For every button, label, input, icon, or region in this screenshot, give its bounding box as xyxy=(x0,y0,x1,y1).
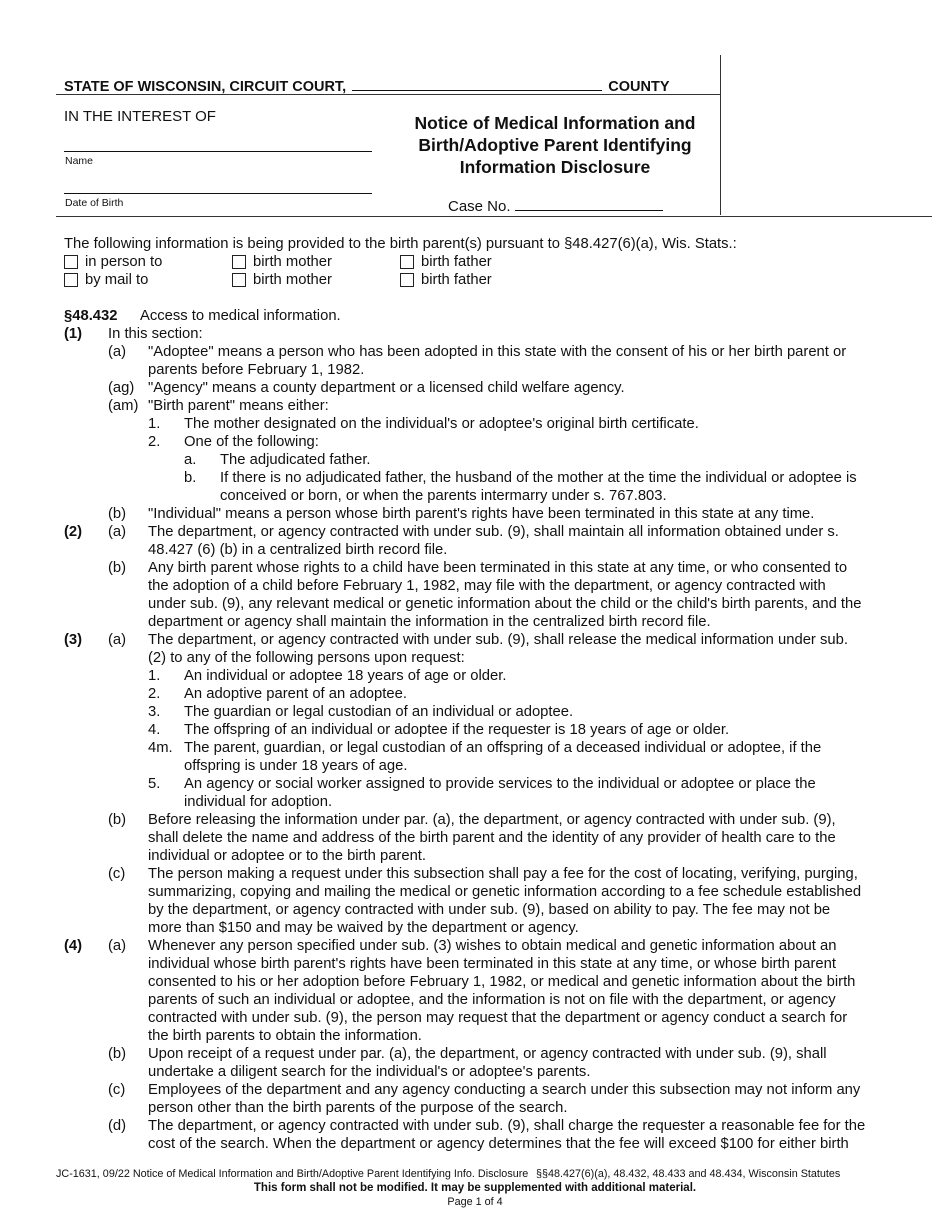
text-segment: An individual or adoptee 18 years of age or older. xyxy=(184,668,507,684)
text-segment: The department, or agency contracted with under sub. (9), shall release the medical information under sub. xyxy=(148,632,848,648)
text-line xyxy=(0,847,950,865)
checkbox-option[interactable] xyxy=(64,272,148,288)
text-segment: (a) xyxy=(108,938,127,954)
text-segment: "Agency" means a county department or a licensed child welfare agency. xyxy=(148,380,625,396)
text-line xyxy=(0,1099,950,1117)
text-line xyxy=(0,379,950,397)
text-line xyxy=(0,775,950,793)
text-segment: undertake a diligent search for the individual's or adoptee's parents. xyxy=(148,1064,591,1080)
text-line xyxy=(0,721,950,739)
section-number: §48.432 xyxy=(64,308,118,324)
text-segment: (c) xyxy=(108,1082,126,1098)
text-segment: The guardian or legal custodian of an individual or adoptee. xyxy=(184,704,574,720)
text-segment: An agency or social worker assigned to provide services to the individual or adoptee or place the xyxy=(184,776,816,792)
checkbox-option[interactable] xyxy=(400,272,492,288)
section-number: (1) xyxy=(64,326,83,342)
text-segment: In this section: xyxy=(108,326,203,342)
text-segment: department or agency shall maintain the information in the centralized birth record file. xyxy=(148,614,711,630)
court-prefix: STATE OF WISCONSIN, CIRCUIT COURT, xyxy=(64,79,347,95)
text-segment: The adjudicated father. xyxy=(220,452,371,468)
text-line xyxy=(0,433,950,451)
checkbox[interactable] xyxy=(400,255,414,269)
text-line xyxy=(0,541,950,559)
text-segment: person other than the birth parents of the purpose of the search. xyxy=(148,1100,568,1116)
text-segment: a. xyxy=(184,452,197,468)
checkbox-label: birth father xyxy=(421,254,492,270)
text-segment: shall delete the name and address of the birth parent and the identity of any provider of health care to the xyxy=(148,830,836,846)
text-line xyxy=(0,613,950,631)
checkbox-option[interactable] xyxy=(232,254,332,270)
text-segment: under sub. (9), any relevant medical or genetic information about the child or the child's birth parents, and the xyxy=(148,596,862,612)
text-segment: the adoption of a child before February 1, 1982, may file with the department, or agency contracted with xyxy=(148,578,826,594)
text-segment: (a) xyxy=(108,632,127,648)
text-segment: "Adoptee" means a person who has been adopted in this state with the consent of his or her birth parent or xyxy=(148,344,847,360)
text-segment: cost of the search. When the department or agency determines that the fee will exceed $100 for either birth xyxy=(148,1136,849,1152)
form-title-line: Notice of Medical Information and xyxy=(414,113,696,133)
text-segment: (ag) xyxy=(108,380,135,396)
text-line xyxy=(0,757,950,775)
text-line xyxy=(0,793,950,811)
text-segment: If there is no adjudicated father, the husband of the mother at the time the individual or adoptee is xyxy=(220,470,857,486)
checkbox-row xyxy=(64,254,664,272)
text-line xyxy=(0,703,950,721)
text-line xyxy=(0,361,950,379)
text-line xyxy=(0,1117,950,1135)
text-line xyxy=(0,397,950,415)
text-line xyxy=(0,577,950,595)
name-field[interactable] xyxy=(64,151,372,152)
text-line xyxy=(0,991,950,1009)
text-segment: the birth parents to obtain the information. xyxy=(148,1028,422,1044)
footer-notice: This form shall not be modified. It may be supplemented with additional material. xyxy=(253,1182,697,1194)
text-segment: individual whose birth parent's rights have been terminated in this state at any time, or whose birth parent xyxy=(148,956,836,972)
text-segment: (b) xyxy=(108,560,127,576)
date-of-birth-field[interactable] xyxy=(64,193,372,194)
text-line xyxy=(0,469,950,487)
header-divider-bottom xyxy=(56,216,932,217)
text-segment: 1. xyxy=(148,668,161,684)
text-line xyxy=(0,1009,950,1027)
text-segment: Access to medical information. xyxy=(140,308,341,324)
footer-statutes: §§48.427(6)(a), 48.432, 48.433 and 48.434, Wisconsin Statutes xyxy=(536,1168,841,1180)
checkbox-row xyxy=(64,272,664,290)
text-line xyxy=(0,1045,950,1063)
text-segment: b. xyxy=(184,470,197,486)
text-line xyxy=(0,451,950,469)
section-number: (4) xyxy=(64,938,83,954)
checkbox-label: birth mother xyxy=(253,254,332,270)
case-number-label: Case No. xyxy=(448,198,511,215)
checkbox-label: by mail to xyxy=(85,272,149,288)
text-segment: (b) xyxy=(108,506,127,522)
case-number xyxy=(448,197,663,215)
form-title-line: Information Disclosure xyxy=(459,157,651,177)
text-line xyxy=(0,829,950,847)
text-line xyxy=(0,865,950,883)
checkbox[interactable] xyxy=(400,273,414,287)
checkbox[interactable] xyxy=(64,273,78,287)
text-line xyxy=(0,955,950,973)
text-line xyxy=(0,919,950,937)
text-segment: summarizing, copying and mailing the medical or genetic information according to a fee schedule established xyxy=(148,884,862,900)
text-segment: The person making a request under this subsection shall pay a fee for the cost of locating, verifying, purging, xyxy=(148,866,858,882)
name-label: Name xyxy=(65,155,94,167)
text-segment: individual for adoption. xyxy=(184,794,333,810)
text-segment: One of the following: xyxy=(184,434,319,450)
text-line xyxy=(0,559,950,577)
text-segment: Before releasing the information under par. (a), the department, or agency contracted with under sub. (9), xyxy=(148,812,836,828)
text-segment: (am) xyxy=(108,398,139,414)
text-line xyxy=(0,523,950,541)
text-segment: parents before February 1, 1982. xyxy=(148,362,365,378)
checkbox-option[interactable] xyxy=(400,254,492,270)
text-line xyxy=(0,883,950,901)
text-line xyxy=(0,685,950,703)
text-segment: The parent, guardian, or legal custodian of an offspring of a deceased individual or adoptee, if the xyxy=(184,740,822,756)
text-segment: The department, or agency contracted with under sub. (9), shall maintain all information obtained under s. xyxy=(148,524,839,540)
text-segment: An adoptive parent of an adoptee. xyxy=(184,686,407,702)
intro-text: The following information is being provided to the birth parent(s) pursuant to §48.427(6)(a), Wis. Stats.: xyxy=(64,236,737,252)
page-number: Page 1 of 4 xyxy=(447,1196,503,1208)
text-segment: (d) xyxy=(108,1118,127,1134)
text-line xyxy=(0,1063,950,1081)
header-divider-top xyxy=(56,94,721,95)
text-line xyxy=(0,649,950,667)
text-segment: 3. xyxy=(148,704,161,720)
text-segment: Upon receipt of a request under par. (a), the department, or agency contracted with under sub. (9), shall xyxy=(148,1046,827,1062)
text-segment: The department, or agency contracted with under sub. (9), shall charge the requester a reasonable fee for the xyxy=(148,1118,866,1134)
checkbox[interactable] xyxy=(232,273,246,287)
text-segment: conceived or born, or when the parents intermarry under s. 767.803. xyxy=(220,488,667,504)
text-line xyxy=(0,1027,950,1045)
text-line xyxy=(0,307,950,325)
statute-text xyxy=(0,307,950,1153)
case-number-field[interactable] xyxy=(515,197,663,211)
date-of-birth-label: Date of Birth xyxy=(65,197,124,209)
form-title-line: Birth/Adoptive Parent Identifying xyxy=(418,135,692,155)
text-segment: (b) xyxy=(108,1046,127,1062)
text-segment: The mother designated on the individual's or adoptee's original birth certificate. xyxy=(184,416,699,432)
text-segment: by the department, or agency contracted with under sub. (9), based on ability to pay. The fee may not be xyxy=(148,902,831,918)
section-number: (2) xyxy=(64,524,83,540)
text-segment: offspring is under 18 years of age. xyxy=(184,758,408,774)
in-interest-label: IN THE INTEREST OF xyxy=(64,108,216,125)
text-segment: consented to his or her adoption before February 1, 1982, or medical and genetic information about the birth xyxy=(148,974,856,990)
text-segment: (c) xyxy=(108,866,126,882)
text-line xyxy=(0,343,950,361)
text-segment: (2) to any of the following persons upon request: xyxy=(148,650,465,666)
checkbox-option[interactable] xyxy=(64,254,162,270)
text-segment: (a) xyxy=(108,344,127,360)
checkbox-label: birth father xyxy=(421,272,492,288)
text-segment: (a) xyxy=(108,524,127,540)
text-line xyxy=(0,487,950,505)
text-segment: 5. xyxy=(148,776,161,792)
text-line xyxy=(0,595,950,613)
text-segment: 1. xyxy=(148,416,161,432)
text-segment: Whenever any person specified under sub. (3) wishes to obtain medical and genetic information about an xyxy=(148,938,837,954)
text-segment: individual or adoptee or to the birth parent. xyxy=(148,848,427,864)
checkbox[interactable] xyxy=(232,255,246,269)
form-title xyxy=(380,112,730,178)
text-line xyxy=(0,325,950,343)
text-segment: Employees of the department and any agency conducting a search under this subsection may not inform any xyxy=(148,1082,861,1098)
text-segment: contracted with under sub. (9), the person may request that the department or agency conduct a search for xyxy=(148,1010,848,1026)
section-number: (3) xyxy=(64,632,83,648)
text-segment: 4m. xyxy=(148,740,173,756)
text-line xyxy=(0,505,950,523)
text-segment: 2. xyxy=(148,686,161,702)
checkbox-option[interactable] xyxy=(232,272,332,288)
text-line xyxy=(0,739,950,757)
text-line xyxy=(0,667,950,685)
text-line xyxy=(0,937,950,955)
text-segment: more than $150 and may be waived by the department or agency. xyxy=(148,920,579,936)
text-line xyxy=(0,1135,950,1153)
footer-form-id: JC-1631, 09/22 Notice of Medical Information and Birth/Adoptive Parent Identifying Info. Disclosure xyxy=(56,1168,529,1180)
text-segment: "Birth parent" means either: xyxy=(148,398,329,414)
text-segment: 4. xyxy=(148,722,161,738)
text-line xyxy=(0,631,950,649)
text-segment: 48.427 (6) (b) in a centralized birth record file. xyxy=(148,542,448,558)
text-line xyxy=(0,811,950,829)
text-segment: Any birth parent whose rights to a child have been terminated in this state at any time, or who consented to xyxy=(148,560,848,576)
text-segment: (b) xyxy=(108,812,127,828)
checkbox-label: birth mother xyxy=(253,272,332,288)
text-segment: parents of such an individual or adoptee, and the information is not on file with the department, or agency xyxy=(148,992,836,1008)
county-name-field[interactable] xyxy=(352,76,602,91)
text-line xyxy=(0,901,950,919)
text-segment: "Individual" means a person whose birth parent's rights have been terminated in this state at any time. xyxy=(148,506,815,522)
checkbox-label: in person to xyxy=(85,254,163,270)
text-line xyxy=(0,973,950,991)
court-suffix: COUNTY xyxy=(608,79,670,95)
checkbox[interactable] xyxy=(64,255,78,269)
text-line xyxy=(0,1081,950,1099)
text-segment: 2. xyxy=(148,434,161,450)
court-header xyxy=(64,76,670,95)
text-line xyxy=(0,415,950,433)
text-segment: The offspring of an individual or adoptee if the requester is 18 years of age or older. xyxy=(184,722,730,738)
